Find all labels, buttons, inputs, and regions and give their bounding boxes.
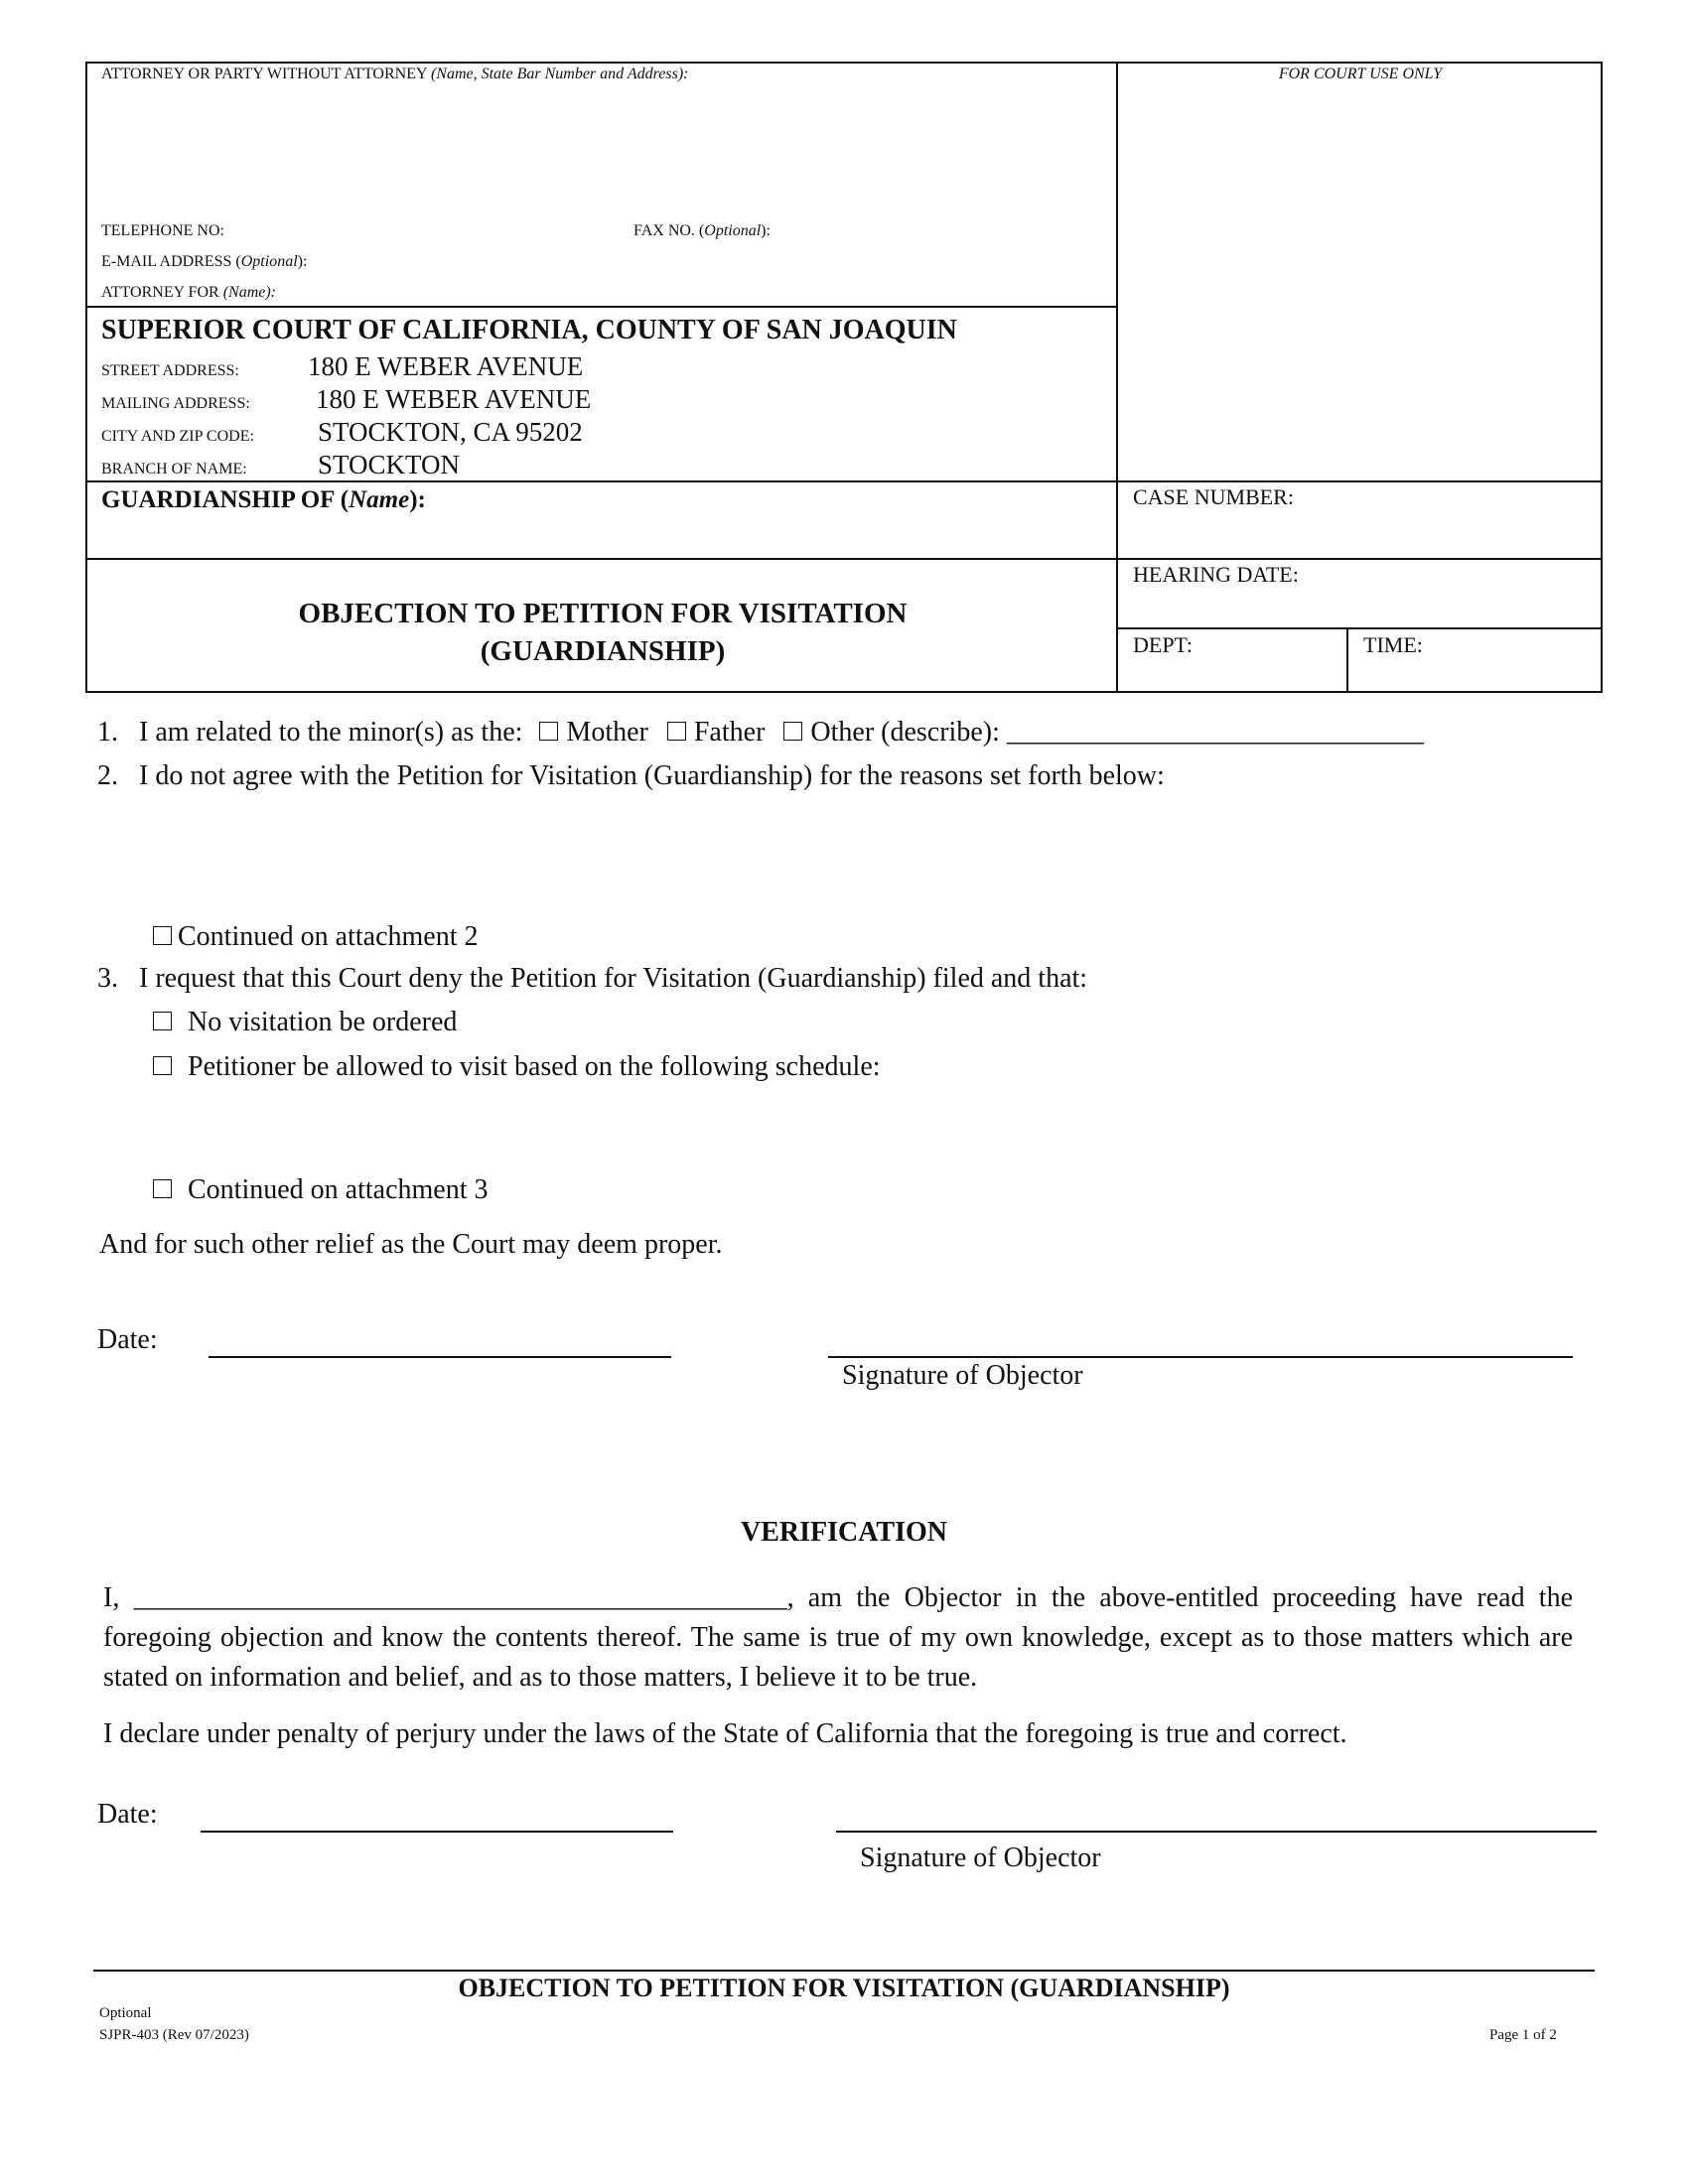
attachment-3-option: [153, 1176, 489, 1204]
dept-label: DEPT:: [1133, 632, 1194, 657]
signature-line-1[interactable]: [828, 1356, 1573, 1358]
item-3-text: I request that this Court deny the Petition for Visitation (Guardianship) filed and that:: [139, 963, 1088, 994]
branch-label: BRANCH OF NAME:: [101, 461, 247, 478]
signature-label-1: Signature of Objector: [842, 1360, 1083, 1391]
fax-optional: Optional: [704, 222, 762, 239]
date-label-1: Date:: [97, 1324, 158, 1355]
case-number-label: CASE NUMBER:: [1133, 484, 1294, 509]
email-label: [101, 253, 307, 271]
verification-statement: , am the Objector in the above-entitled proceeding have read the foregoing objection and know the contents thereof. The same is true of my own knowledge, except as to those matters which are stated on information and belief, and as to those matters, I believe it to be true.: [103, 1582, 1574, 1693]
date-label-2: Date:: [97, 1799, 158, 1830]
street-address-value: 180 E WEBER AVENUE: [308, 351, 584, 381]
case-divider: [87, 558, 1603, 560]
item-1: [97, 719, 1424, 747]
item-1-number: 1.: [97, 717, 118, 748]
other-checkbox[interactable]: [783, 722, 802, 741]
date-line-2[interactable]: [201, 1831, 673, 1833]
court-use-label: FOR COURT USE ONLY: [1278, 66, 1443, 82]
verification-paragraph-2: I declare under penalty of perjury under the laws of the State of California that the foregoing is true and correct.: [103, 1718, 1347, 1749]
email-optional: Optional: [240, 253, 298, 270]
telephone-label: TELEPHONE NO:: [101, 222, 224, 239]
guardianship-name-hint: Name: [349, 486, 410, 513]
footer-form-id: SJPR-403 (Rev 07/2023): [99, 2027, 249, 2043]
fax-close: ):: [761, 222, 771, 239]
verification-title: VERIFICATION: [741, 1517, 947, 1548]
hearing-divider: [1117, 627, 1603, 629]
city-zip-value: STOCKTON, CA 95202: [318, 417, 583, 447]
attachment-3-label: Continued on attachment 3: [188, 1174, 489, 1205]
attachment-2-label: Continued on attachment 2: [178, 921, 479, 952]
attorney-for-text: ATTORNEY FOR: [101, 284, 219, 301]
father-option-label: Father: [693, 717, 766, 748]
other-option-label: Other (describe): ______________________________: [810, 717, 1424, 748]
mother-checkbox[interactable]: [539, 722, 558, 741]
schedule-option: [153, 1053, 881, 1081]
attorney-label-note: (Name, State Bar Number and Address):: [430, 66, 689, 82]
court-block-divider: [87, 480, 1603, 482]
street-address-label: STREET ADDRESS:: [101, 362, 239, 379]
footer-rule: [93, 1970, 1595, 1972]
objector-name-blank[interactable]: _______________________________________________: [133, 1582, 787, 1613]
footer-page-number: Page 1 of 2: [1489, 2027, 1557, 2043]
schedule-label: Petitioner be allowed to visit based on the following schedule:: [188, 1051, 881, 1082]
no-visitation-checkbox[interactable]: [153, 1012, 172, 1030]
guardianship-label: [101, 486, 426, 514]
item-3: [97, 965, 1087, 993]
no-visitation-label: No visitation be ordered: [188, 1007, 458, 1037]
attachment-2-option: [153, 923, 479, 951]
hearing-date-label: HEARING DATE:: [1133, 562, 1299, 587]
fax-label: [633, 222, 771, 240]
form-title-line2: (GUARDIANSHIP): [480, 635, 726, 667]
attorney-label-text: ATTORNEY OR PARTY WITHOUT ATTORNEY: [101, 66, 427, 82]
attachment-2-checkbox[interactable]: [153, 926, 172, 945]
footer-title: OBJECTION TO PETITION FOR VISITATION (GUARDIANSHIP): [458, 1974, 1230, 2002]
time-label: TIME:: [1363, 632, 1423, 657]
dept-time-divider: [1346, 627, 1348, 693]
mailing-address-value: 180 E WEBER AVENUE: [316, 384, 592, 414]
court-title: SUPERIOR COURT OF CALIFORNIA, COUNTY OF SAN JOAQUIN: [101, 315, 957, 345]
attorney-for-note: (Name):: [222, 284, 276, 301]
attorney-label: [101, 66, 688, 83]
guardianship-label-text: GUARDIANSHIP OF (: [101, 486, 350, 513]
mailing-address-label: MAILING ADDRESS:: [101, 395, 250, 412]
city-zip-label: CITY AND ZIP CODE:: [101, 428, 254, 445]
email-label-text: E-MAIL ADDRESS (: [101, 253, 241, 270]
item-1-text: I am related to the minor(s) as the:: [139, 717, 523, 748]
item-2-text: I do not agree with the Petition for Visitation (Guardianship) for the reasons set forth below:: [139, 760, 1165, 791]
attorney-for-label: [101, 284, 276, 302]
item-2-number: 2.: [97, 760, 118, 791]
father-checkbox[interactable]: [667, 722, 686, 741]
branch-value: STOCKTON: [318, 450, 461, 479]
signature-line-2[interactable]: [836, 1831, 1597, 1833]
fax-label-text: FAX NO. (: [633, 222, 705, 239]
email-close: ):: [297, 253, 308, 270]
signature-label-2: Signature of Objector: [860, 1843, 1101, 1873]
footer-optional: Optional: [99, 2005, 152, 2021]
no-visitation-option: [153, 1009, 457, 1036]
verification-paragraph-1: [103, 1578, 1573, 1698]
item-3-number: 3.: [97, 963, 118, 994]
date-line-1[interactable]: [209, 1356, 671, 1358]
verification-i: I,: [103, 1582, 120, 1613]
form-title-line1: OBJECTION TO PETITION FOR VISITATION: [298, 598, 908, 629]
attorney-block-divider: [87, 306, 1117, 308]
guardianship-close: ):: [409, 486, 426, 513]
relief-text: And for such other relief as the Court may deem proper.: [99, 1229, 723, 1260]
item-2: [97, 762, 1165, 790]
schedule-checkbox[interactable]: [153, 1056, 172, 1075]
attachment-3-checkbox[interactable]: [153, 1179, 172, 1198]
mother-option-label: Mother: [566, 717, 648, 748]
